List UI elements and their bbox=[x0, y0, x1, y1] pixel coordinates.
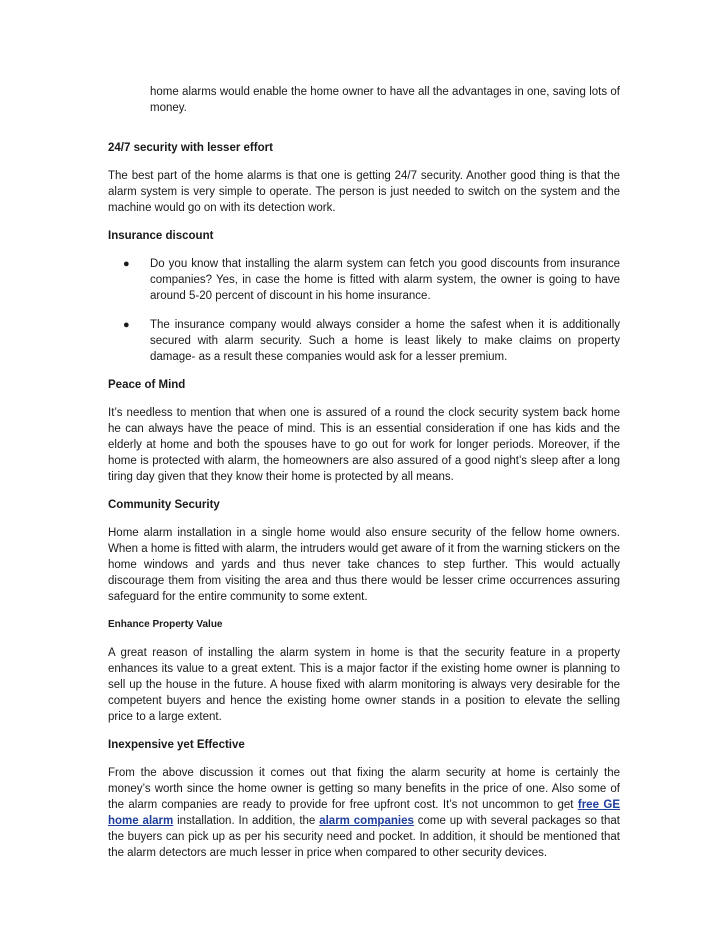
paragraph-enhance-property-value: A great reason of installing the alarm system in home is that the security feature in a property enhances its value to a great extent. This is a major factor if the existing home owner is planning to sell up the house in the future. A house fixed with alarm monitoring is always very desirable for the competent buyers and hence the existing home owner stands in a position to elevate the selling price to a large extent. bbox=[108, 647, 620, 723]
alarm-companies-link[interactable]: alarm companies bbox=[319, 815, 414, 827]
bullet-text: The insurance company would always consider a home the safest when it is additionally secured with alarm security. Such a home is least likely to make claims on property damage- as a result these companies would ask for a lesser premium. bbox=[150, 319, 620, 363]
paragraph-inexpensive-yet-effective bbox=[108, 765, 620, 861]
heading-inexpensive-yet-effective: Inexpensive yet Effective bbox=[108, 739, 245, 751]
bullet-dot-icon: ● bbox=[123, 319, 130, 331]
bullet-dot-icon: ● bbox=[123, 258, 130, 270]
insurance-bullet-list bbox=[108, 256, 620, 365]
intro-continuation: home alarms would enable the home owner to have all the advantages in one, saving lots of money. bbox=[150, 86, 620, 114]
free-ge-home-alarm-link[interactable]: free GE home alarm bbox=[108, 799, 620, 827]
paragraph-text: From the above discussion it comes out that fixing the alarm security at home is certainly the money’s worth since the home owner is getting so many benefits in the price of one. Also some of the alarm companies are ready to provide for free upfront cost. It’s not uncommon to get bbox=[108, 767, 620, 811]
heading-peace-of-mind: Peace of Mind bbox=[108, 379, 186, 391]
paragraph-community-security: Home alarm installation in a single home would also ensure security of the fellow home owners. When a home is fitted with alarm, the intruders would get aware of it from the warning stickers on the home windows and yards and thus never take chances to step further. This would actually discourage them from visiting the area and thus there would be lesser crime occurrences assuring safeguard for the entire community to some extent. bbox=[108, 527, 620, 603]
paragraph-peace-of-mind: It’s needless to mention that when one is assured of a round the clock security system back home he can always have the peace of mind. This is an essential consideration if one has kids and the elderly at home and both the spouses have to go out for work for longer periods. Moreover, if the home is protected with alarm, the homeowners are also assured of a good night’s sleep after a long tiring day given that they know their home is protected by all means. bbox=[108, 407, 620, 483]
heading-insurance-discount: Insurance discount bbox=[108, 230, 214, 242]
list-item bbox=[108, 256, 620, 304]
bullet-text: Do you know that installing the alarm system can fetch you good discounts from insurance companies? Yes, in case the home is fitted with alarm system, the owner is going to have around 5-20 percent of discount in his home insurance. bbox=[150, 258, 620, 302]
heading-24-7-security: 24/7 security with lesser effort bbox=[108, 142, 273, 154]
list-item bbox=[108, 317, 620, 365]
heading-community-security: Community Security bbox=[108, 499, 220, 511]
paragraph-text: come up with several packages so that the buyers can pick up as per his security need and pocket. In addition, it should be mentioned that the alarm detectors are much lesser in price when compared to other security devices. bbox=[108, 815, 620, 859]
paragraph-text: installation. In addition, the bbox=[173, 815, 320, 827]
paragraph-24-7-security: The best part of the home alarms is that one is getting 24/7 security. Another good thing is that the alarm system is very simple to operate. The person is just needed to switch on the system and the machine would go on with its detection work. bbox=[108, 170, 620, 214]
document-content bbox=[108, 84, 620, 873]
heading-enhance-property-value: Enhance Property Value bbox=[108, 619, 223, 630]
